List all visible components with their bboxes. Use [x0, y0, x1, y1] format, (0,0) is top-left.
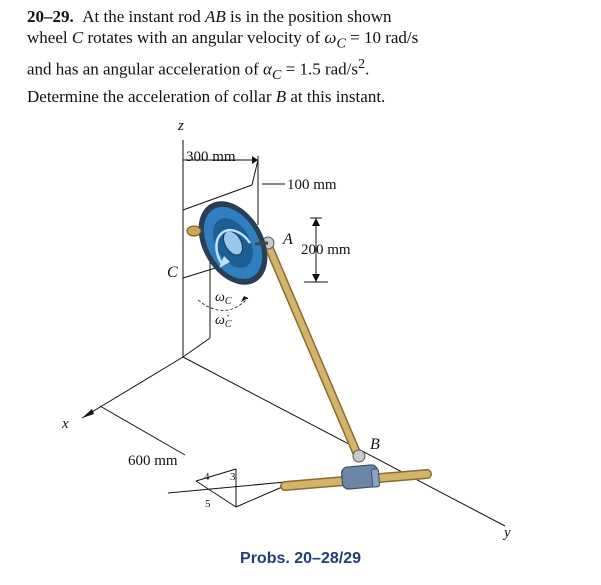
label-c: C: [167, 264, 178, 281]
problem-line-4: Determine the acceleration of collar B at this instant.: [27, 87, 386, 107]
problem-line-3: and has an angular acceleration of $\alpha_C = 1.5$ rad/$s^2$.: [27, 56, 370, 84]
dim-600-line: [100, 406, 185, 455]
label-axis-y: y: [504, 525, 511, 541]
slope-label-4: 4: [204, 471, 210, 483]
label-600mm: 600 mm: [128, 453, 178, 469]
wheel-axle: [187, 226, 201, 236]
label-omega-dot-c: $\omegȧ_C$: [215, 313, 232, 330]
rod-ab: [268, 245, 358, 456]
label-b: B: [370, 436, 380, 453]
joint-b: [353, 450, 365, 462]
x-axis-arrow: [82, 409, 94, 418]
figure-caption: Probs. 20–28/29: [240, 550, 361, 567]
slope-label-5: 5: [205, 498, 211, 510]
label-axis-z: z: [178, 118, 184, 134]
label-300mm: 300 mm: [186, 149, 236, 165]
label-100mm: 100 mm: [287, 177, 337, 193]
problem-line-2: wheel C rotates with an angular velocity of $\omega_C = 10$ rad/s: [27, 28, 419, 52]
problem-number: 20–29.: [27, 7, 74, 26]
y-axis: [183, 357, 505, 526]
label-axis-x: x: [62, 416, 69, 432]
problem-line-1: 20–29. At the instant rod AB is in the position shown: [27, 7, 392, 26]
label-a: A: [283, 231, 293, 248]
label-omega-c: $\omega_C$: [215, 290, 232, 307]
x-axis: [82, 357, 183, 418]
slope-label-3: 3: [230, 471, 236, 483]
label-200mm: 200 mm: [301, 242, 351, 258]
